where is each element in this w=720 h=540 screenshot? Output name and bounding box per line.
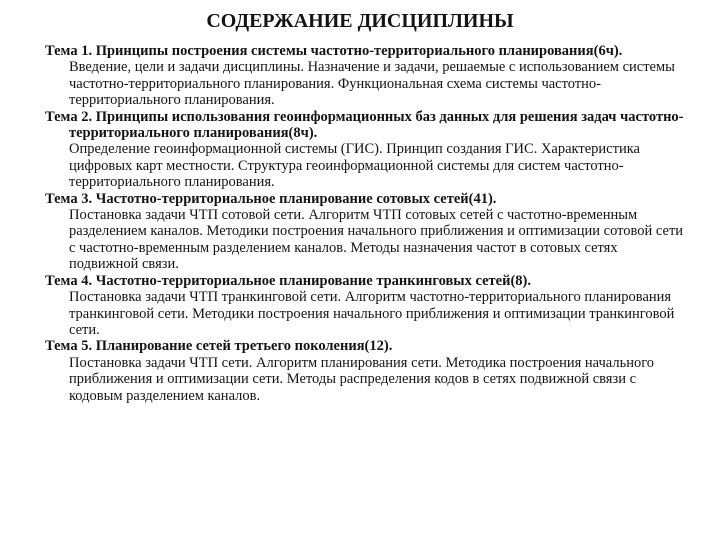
topic-heading: Тема 1. Принципы построения системы частотно-территориального планирования(6ч).	[45, 43, 623, 59]
topic-2	[45, 109, 685, 191]
topic-heading: Тема 4. Частотно-территориальное планирование транкинговых сетей(8).	[45, 272, 531, 289]
topic-description: Определение геоинформационной системы (ГИС). Принцип создания ГИС. Характеристика цифровых карт местности. Структура геоинформационной системы для систем частотно-территориального планирования.	[69, 141, 640, 191]
topic-5	[45, 338, 685, 404]
topic-1	[45, 43, 685, 109]
topic-description: Введение, цели и задачи дисциплины. Назначение и задачи, решаемые с использованием системы частотно-территориального планирования. Функциональная схема системы частотно-территориального планирования.	[69, 59, 675, 109]
topic-heading: Тема 3. Частотно-территориальное планирование сотовых сетей(41).	[45, 190, 497, 207]
topic-heading: Тема 2. Принципы использования геоинформационных баз данных для решения задач частотно-территориального планирования(8ч).	[45, 108, 684, 142]
topic-description: Постановка задачи ЧТП сотовой сети. Алгоритм ЧТП сотовых сетей с частотно-временным разделением каналов. Методики построения начального приближения и оптимизации сотовой сети с частотно-временным разделением каналов. Методы назначения частот в сотовых сетях подвижной связи.	[69, 207, 684, 273]
topic-list	[45, 43, 685, 404]
topic-4	[45, 273, 685, 339]
topic-3	[45, 191, 685, 273]
topic-description: Постановка задачи ЧТП транкинговой сети. Алгоритм частотно-территориального планирования транкинговой сети. Методики построения начального приближения и оптимизации транкинговой сети.	[69, 289, 675, 338]
page-title: СОДЕРЖАНИЕ ДИСЦИПЛИНЫ	[206, 10, 514, 32]
topic-heading: Тема 5. Планирование сетей третьего поколения(12).	[45, 338, 393, 355]
topic-description: Постановка задачи ЧТП сети. Алгоритм планирования сети. Методика построения начального приближения и оптимизации сети. Методы распределения кодов в сетях подвижной связи с кодовым разделением каналов.	[69, 354, 655, 404]
